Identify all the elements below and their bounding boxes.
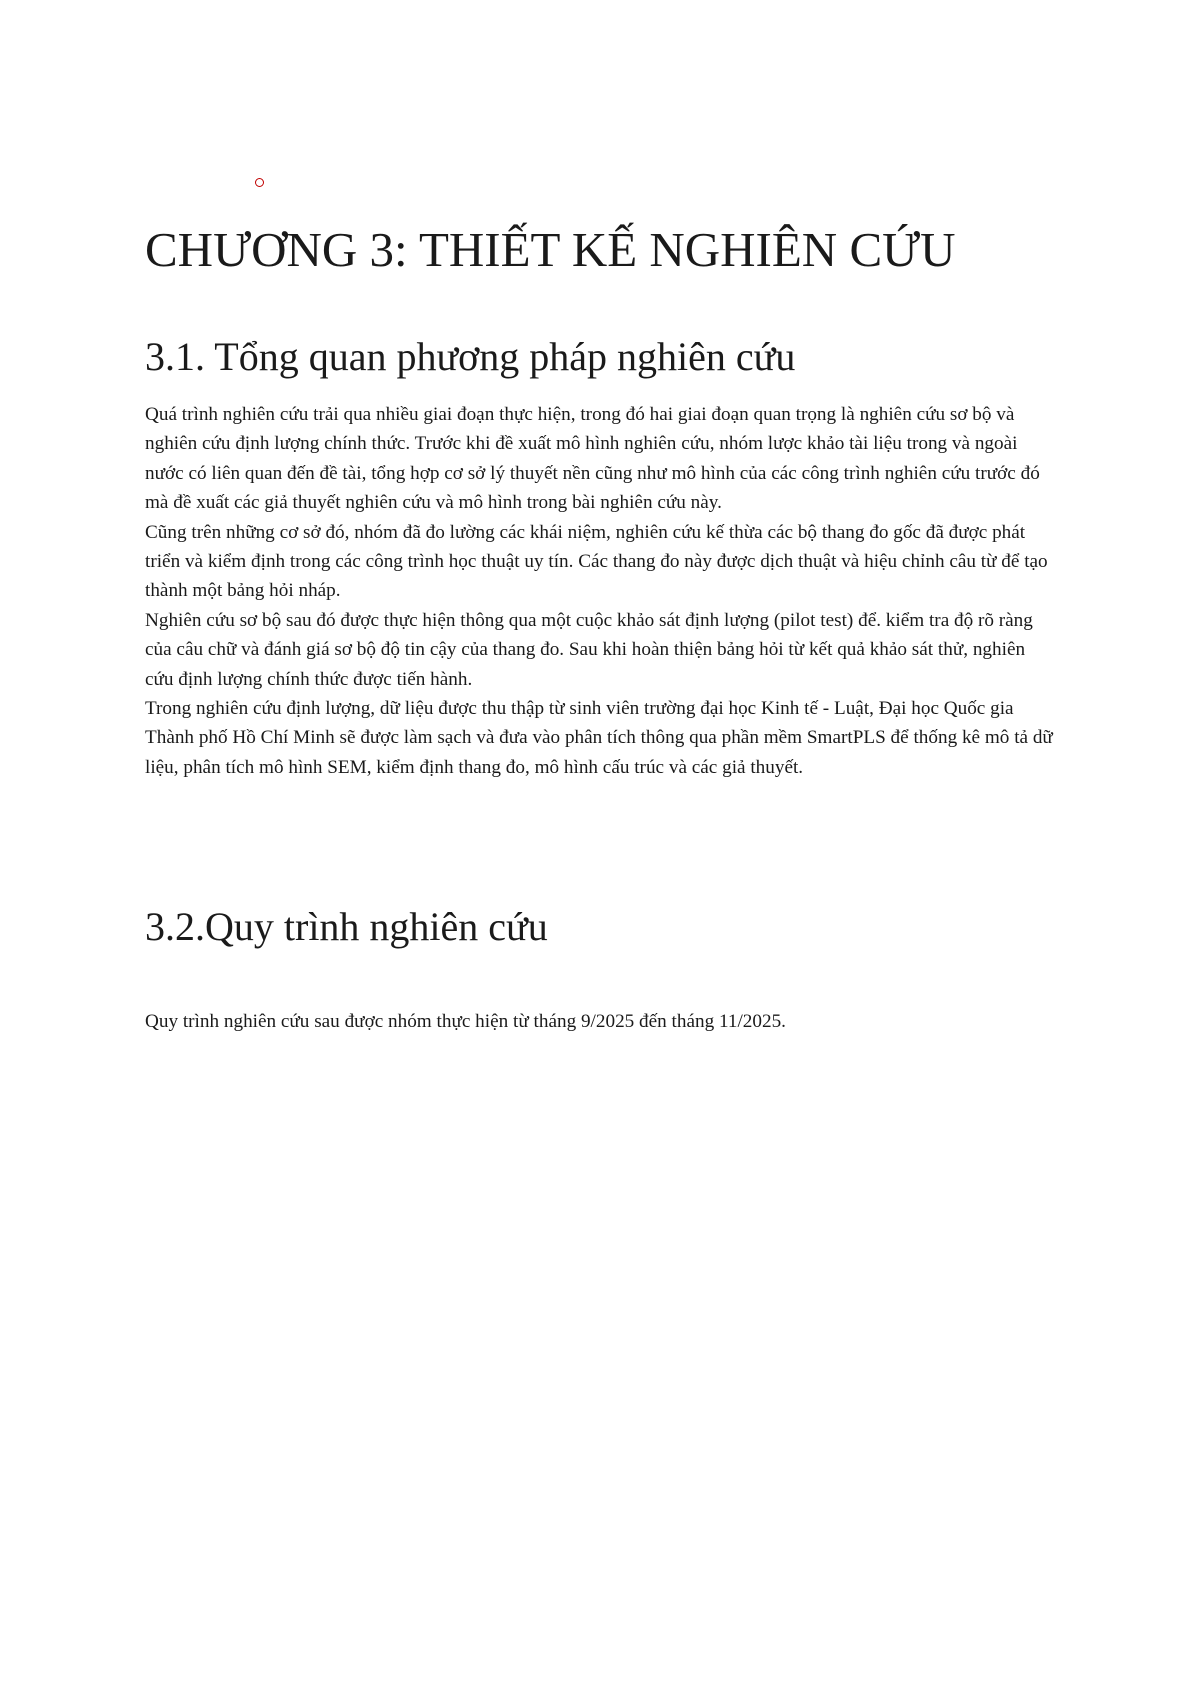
paragraph: Nghiên cứu sơ bộ sau đó được thực hiện thông qua một cuộc khảo sát định lượng (pilot test) để. kiểm tra độ rõ ràng của câu chữ và đánh giá sơ bộ độ tin cậy của thang đo. Sau khi hoàn thiện bảng hỏi từ kết quả khảo sát thử, nghiên cứu định lượng chính thức được tiến hành. — [145, 609, 1033, 690]
chapter-title: CHƯƠNG 3: THIẾT KẾ NGHIÊN CỨU — [145, 222, 956, 277]
section-heading-3-2: 3.2.Quy trình nghiên cứu — [145, 904, 548, 949]
section-body-3-2 — [145, 1007, 1055, 1036]
section-heading-3-1: 3.1. Tổng quan phương pháp nghiên cứu — [145, 334, 796, 379]
paragraph: Quy trình nghiên cứu sau được nhóm thực hiện từ tháng 9/2025 đến tháng 11/2025. — [145, 1011, 786, 1032]
paragraph: Trong nghiên cứu định lượng, dữ liệu được thu thập từ sinh viên trường đại học Kinh tế - Luật, Đại học Quốc gia Thành phố Hồ Chí Minh sẽ được làm sạch và đưa vào phân tích thông qua phần mềm SmartPLS để thống kê mô tả dữ liệu, phân tích mô hình SEM, kiểm định thang đo, mô hình cấu trúc và các giả thuyết. — [145, 698, 1053, 778]
section-body-3-1 — [145, 400, 1055, 782]
paragraph: Cũng trên những cơ sở đó, nhóm đã đo lường các khái niệm, nghiên cứu kế thừa các bộ thang đo gốc đã được phát triển và kiểm định trong các công trình học thuật uy tín. Các thang đo này được dịch thuật và hiệu chỉnh câu từ để tạo thành một bảng hỏi nháp. — [145, 521, 1048, 602]
comment-marker-icon — [255, 178, 264, 187]
paragraph: Quá trình nghiên cứu trải qua nhiều giai đoạn thực hiện, trong đó hai giai đoạn quan trọng là nghiên cứu sơ bộ và nghiên cứu định lượng chính thức. Trước khi đề xuất mô hình nghiên cứu, nhóm lược khảo tài liệu trong và ngoài nước có liên quan đến đề tài, tổng hợp cơ sở lý thuyết nền cũng như mô hình của các công trình nghiên cứu trước đó mà đề xuất các giả thuyết nghiên cứu và mô hình trong bài nghiên cứu này. — [145, 404, 1040, 514]
